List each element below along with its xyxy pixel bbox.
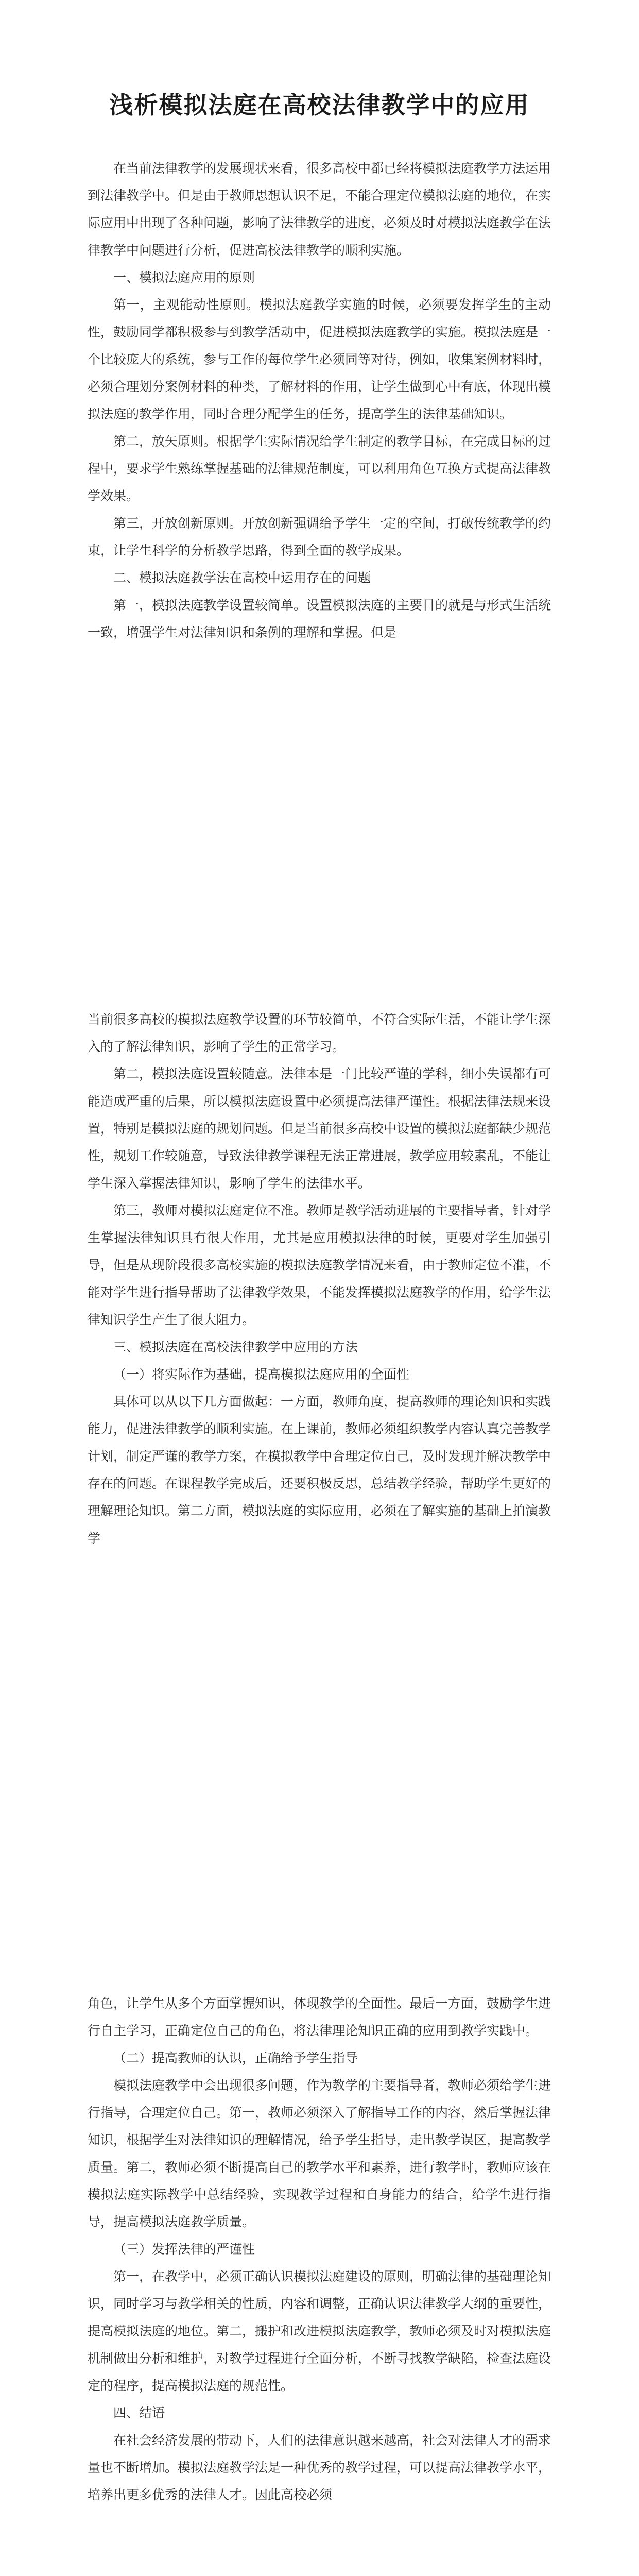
- text-block-b: [88, 1006, 551, 1552]
- section-heading-1: 一、模拟法庭应用的原则: [113, 270, 255, 285]
- text-block-c: [88, 1990, 551, 2509]
- paragraph-problem-1-start: 第一，模拟法庭教学设置较简单。设置模拟法庭的主要目的就是与形式生活统一致，增强学生对法律知识和条例的理解和掌握。但是: [88, 598, 551, 640]
- subsection-heading-3: （三）发挥法律的严谨性: [113, 2242, 255, 2257]
- paragraph-problem-2: 第二，模拟法庭设置较随意。法律本是一门比较严谨的学科，细小失误都有可能造成严重的后果，所以模拟法庭设置中必须提高法律严谨性。根据法律法规来设置，特别是模拟法庭的规划问题。但是当前很多高校中设置的模拟法庭都缺少规范性，规划工作较随意，导致法律教学课程无法正常进展，教学应用较素乱，不能让学生深入掌握法律知识，影响了学生的法律水平。: [88, 1066, 551, 1191]
- paragraph-method-1: 具体可以从以下几方面做起：一方面，教师角度，提高教师的理论知识和实践能力，促进法律教学的顺利实施。在上课前，教师必须组织教学内容认真完善教学计划，制定严谨的教学方案，在模拟教学中合理定位自己，及时发现并解决教学中存在的问题。在课程教学完成后，还要积极反思，总结教学经验，帮助学生更好的理解理论知识。第二方面，模拟法庭的实际应用，必须在了解实施的基础上拍演教学: [88, 1394, 551, 1546]
- paragraph-method-3: 第一，在教学中，必须正确认识模拟法庭建设的原则，明确法律的基础理论知识，同时学习与教学相关的性质，内容和调整，正确认识法律教学大纲的重要性，提高模拟法庭的地位。第二，搬护和改进模拟法庭教学，教师必须及时对模拟法庭机制做出分析和维护，对教学过程进行全面分析，不断寻找教学缺陷，检查法庭设定的程序，提高模拟法庭的规范性。: [88, 2269, 551, 2393]
- paragraph-principle-2: 第二，放矢原则。根据学生实际情况给学生制定的教学目标，在完成目标的过程中，要求学生熟练掌握基础的法律规范制度，可以利用角色互换方式提高法律教学效果。: [88, 434, 551, 503]
- paragraph-method-1-cont: 角色，让学生从多个方面掌握知识，体现教学的全面性。最后一方面，鼓励学生进行自主学习，正确定位自己的角色，将法律理论知识正确的应用到教学实践中。: [88, 1996, 551, 2038]
- section-heading-3: 三、模拟法庭在高校法律教学中应用的方法: [113, 1340, 358, 1354]
- subsection-heading-2: （二）提高教师的认识，正确给予学生指导: [113, 2050, 358, 2065]
- paragraph-principle-3: 第三，开放创新原则。开放创新强调给予学生一定的空间，打破传统教学的约束，让学生科学的分析教学思路，得到全面的教学成果。: [88, 516, 551, 558]
- page-title: 浅析模拟法庭在高校法律教学中的应用: [109, 91, 530, 119]
- paragraph-problem-3: 第三，教师对模拟法庭定位不准。教师是教学活动进展的主要指导者，针对学生掌握法律知识具有很大作用，尤其是应用模拟法律的时候，更要对学生加强引导，但是从现阶段很多高校实施的模拟法庭教学情况来看，由于教师定位不准，不能对学生进行指导帮助了法律教学效果，不能发挥模拟法庭教学的作用，给学生法律知识学生产生了很大阻力。: [88, 1203, 551, 1327]
- paragraph-problem-1-cont: 当前很多高校的模拟法庭教学设置的环节较简单，不符合实际生活，不能让学生深入的了解法律知识，影响了学生的正常学习。: [88, 1012, 551, 1054]
- subsection-heading-1: （一）将实际作为基础，提高模拟法庭应用的全面性: [113, 1367, 410, 1382]
- paragraph-method-2: 模拟法庭教学中会出现很多问题，作为教学的主要指导者，教师必须给学生进行指导，合理定位自己。第一，教师必须深入了解指导工作的内容，然后掌握法律知识，根据学生对法律知识的理解情况，给予学生指导，走出教学误区，提高教学质量。第二，教师必须不断提高自己的教学水平和素养，进行教学时，教师应该在模拟法庭实际教学中总结经验，实现教学过程和自身能力的结合，给学生进行指导，提高模拟法庭教学质量。: [88, 2078, 551, 2229]
- section-heading-2: 二、模拟法庭教学法在高校中运用存在的问题: [113, 570, 371, 585]
- paragraph-intro: 在当前法律教学的发展现状来看，很多高校中都已经将模拟法庭教学方法运用到法律教学中。但是由于教师思想认识不足，不能合理定位模拟法庭的地位，在实际应用中出现了各种问题，影响了法律教学的进度，必须及时对模拟法庭教学在法律教学中问题进行分析，促进高校法律教学的顺利实施。: [88, 161, 551, 258]
- section-heading-4: 四、结语: [113, 2405, 165, 2420]
- text-block-a: [88, 155, 551, 646]
- paragraph-principle-1: 第一，主观能动性原则。模拟法庭教学实施的时候，必须要发挥学生的主动性，鼓励同学都积极参与到教学活动中，促进模拟法庭教学的实施。模拟法庭是一个比较庞大的系统，参与工作的每位学生必须同等对待，例如，收集案例材料时，必须合理划分案例材料的种类，了解材料的作用，让学生做到心中有底，体现出模拟法庭的教学作用，同时合理分配学生的任务，提高学生的法律基础知识。: [88, 297, 551, 421]
- paragraph-conclusion-start: 在社会经济发展的带动下，人们的法律意识越来越高，社会对法律人才的需求量也不断增加。模拟法庭教学法是一种优秀的教学过程，可以提高法律教学水平，培养出更多优秀的法律人才。因此高校必须: [88, 2433, 551, 2502]
